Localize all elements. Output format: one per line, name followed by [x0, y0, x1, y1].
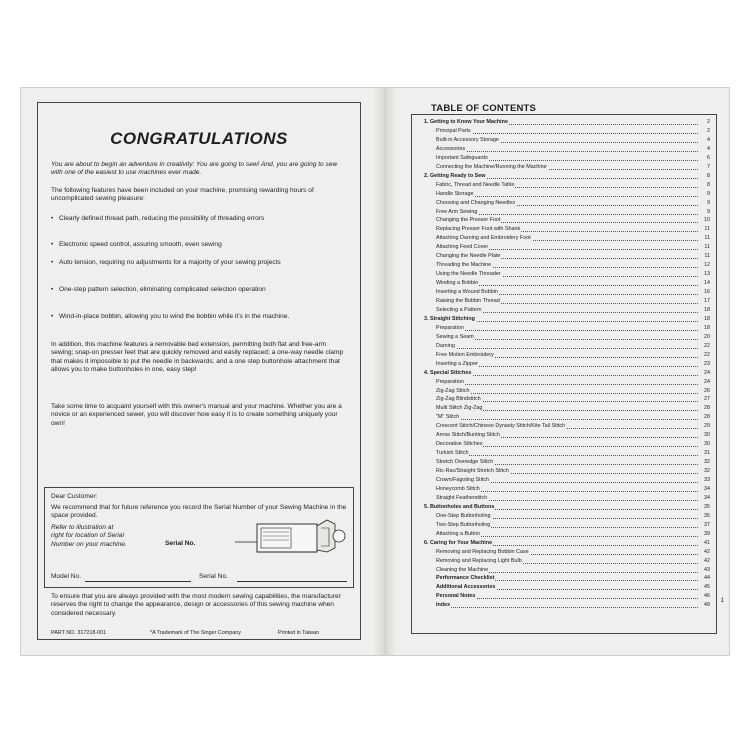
toc-entry-label: Sewing a Seam [436, 333, 474, 340]
toc-entry-label: "M" Stitch [436, 414, 460, 421]
toc-entry[interactable] [436, 163, 710, 172]
toc-entry-page: 42 [699, 548, 710, 557]
serial-number-line[interactable] [237, 581, 347, 582]
addition-paragraph: In addition, this machine features a removable bed extension, permitting both flat and free-arm sewing; snap-on presser feet that are quickly removed and easily replaced; a one-way needle clamp that makes it impossible to put the needle in backwards; and a one step buttonhole attachment that allows you to make buttonholes in one, easy step! [51, 341, 344, 374]
customer-box [44, 487, 354, 588]
toc-entry-label: 5. Buttonholes and Buttons [424, 503, 495, 510]
toc-entry-page: 41 [699, 539, 710, 548]
ensure-paragraph: To ensure that you are always provided with the most modern sewing capabilities, the manufacturer reserves the right to change the appearance, design or accessories of this sewing machine when considered necessary. [51, 593, 341, 617]
toc-entry-label: Removing and Replacing Light Bulb [436, 557, 522, 564]
toc-entry[interactable] [436, 440, 710, 449]
toc-entry-label: Raising the Bobbin Thread [436, 298, 500, 304]
toc-entry-label: Changing the Presser Foot [436, 217, 501, 224]
toc-entry[interactable] [436, 190, 710, 199]
serial-label: Serial No. [165, 540, 196, 547]
toc-entry-label: Attaching a Button [436, 530, 481, 537]
toc-entry[interactable] [436, 297, 710, 306]
manual-spread [20, 87, 730, 656]
toc-entry-page: 4 [699, 136, 710, 145]
toc-entry[interactable] [436, 404, 710, 413]
toc-entry-page: 17 [699, 297, 710, 306]
toc-entry-page: 22 [699, 342, 710, 351]
toc-entry-page: 29 [699, 422, 710, 431]
toc-entry-label: Performance Checklist [436, 575, 495, 582]
toc-entry-page: 34 [699, 485, 710, 494]
toc-entry-label: Straight Featherstitch [436, 494, 488, 501]
toc-entry[interactable] [436, 261, 710, 270]
dot-leader [436, 455, 698, 456]
intro-paragraph: You are about to begin an adventure in creativity: You are going to sew! And, you are going to sew with one of the easiest to use machines ever made. [51, 161, 338, 177]
toc-entry-label: Honeycomb Stitch [436, 485, 480, 492]
toc-entry-page: 10 [699, 216, 710, 225]
feature-bullet: • Electronic speed control, assuring smooth, even sewing [51, 241, 222, 248]
toc-entry-page: 32 [699, 458, 710, 467]
toc-entry[interactable] [436, 234, 710, 243]
toc-entry-label: Accessories [436, 145, 466, 152]
toc-entry-page: 6 [699, 154, 710, 163]
toc-chapter-entry[interactable] [424, 539, 710, 548]
toc-entry-label: Handle Storage [436, 190, 474, 197]
toc-entry-label: Replacing Presser Foot with Shank [436, 226, 521, 233]
toc-entry[interactable] [436, 601, 710, 610]
toc-entry[interactable] [436, 413, 710, 422]
toc-entry-label: Additional Accessories [436, 584, 496, 591]
toc-entry-page: 44 [699, 574, 710, 583]
toc-entry[interactable] [436, 574, 710, 583]
toc-entry-label: Choosing and Changing Needles [436, 199, 516, 206]
dot-leader [436, 607, 698, 608]
toc-entry-label: Personal Notes [436, 593, 476, 600]
toc-entry[interactable] [436, 279, 710, 288]
toc-entry[interactable] [436, 378, 710, 387]
toc-entry-label: 6. Caring for Your Machine [424, 539, 493, 546]
toc-entry[interactable] [436, 324, 710, 333]
toc-entry-label: Ric-Rac/Straight Stretch Stitch [436, 468, 509, 475]
toc-entry[interactable] [436, 351, 710, 360]
toc-title: TABLE OF CONTENTS [431, 103, 537, 114]
toc-entry-page: 35 [699, 503, 710, 512]
feature-bullet: • Auto tension, requiring no adjustments for a majority of your sewing projects [51, 259, 281, 266]
toc-entry[interactable] [436, 512, 710, 521]
toc-entry-label: Multi Stitch Zig-Zag [436, 405, 483, 412]
toc-entry-page: 18 [699, 315, 710, 324]
dot-leader [436, 419, 698, 420]
toc-entry-page: 26 [699, 387, 710, 396]
toc-chapter-entry[interactable] [424, 503, 710, 512]
toc-entry-page: 28 [699, 404, 710, 413]
page-gutter [373, 88, 397, 655]
toc-entry-label: Important Safeguards [436, 154, 488, 161]
printed-note: Printed in Taiwan [278, 630, 319, 636]
toc-entry-page: 34 [699, 494, 710, 503]
toc-entry-page: 22 [699, 351, 710, 360]
dot-leader [436, 330, 698, 331]
toc-entry[interactable] [436, 422, 710, 431]
toc-entry-page: 46 [699, 592, 710, 601]
toc-entry[interactable] [436, 199, 710, 208]
toc-entry[interactable] [436, 592, 710, 601]
toc-entry[interactable] [436, 145, 710, 154]
toc-chapter-entry[interactable] [424, 172, 710, 181]
toc-entry-label: Preparation [436, 378, 464, 385]
toc-entry-label: Cleaning the Machine [436, 566, 489, 573]
toc-entry[interactable] [436, 252, 710, 261]
toc-entry-label: 1. Getting to Know Your Machine [424, 119, 508, 125]
toc-entry[interactable] [436, 360, 710, 369]
toc-entry-label: Attaching Darning and Embroidery Foot [436, 235, 531, 242]
toc-entry-label: Inserting a Wound Bobbin [436, 289, 498, 296]
toc-entry-page: 37 [699, 521, 710, 530]
trademark-note: *A Trademark of The Singer Company [150, 630, 241, 636]
toc-entry[interactable] [436, 485, 710, 494]
toc-entry[interactable] [436, 127, 710, 136]
toc-entry-page: 14 [699, 279, 710, 288]
feature-bullet: • One-step pattern selection, eliminating complicated selection operation [51, 286, 266, 293]
toc-entry-page: 49 [699, 601, 710, 610]
toc-entry-label: Built-in Accessory Storage [436, 136, 499, 143]
toc-entry-page: 16 [699, 288, 710, 297]
refer-text: Refer to illustration at right for location of Serial Number on your machine. [51, 524, 127, 548]
toc-entry-page: 30 [699, 440, 710, 449]
toc-entry-page: 43 [699, 566, 710, 575]
toc-entry-page: 24 [699, 378, 710, 387]
bullet-dot-icon: • [51, 241, 54, 248]
toc-entry-page: 45 [699, 583, 710, 592]
toc-entry[interactable] [436, 557, 710, 566]
toc-entry-label: Preparation [436, 324, 464, 331]
dot-leader [436, 196, 698, 197]
toc-entry-page: 33 [699, 476, 710, 485]
toc-entry-page: 13 [699, 270, 710, 279]
toc-entry[interactable] [436, 449, 710, 458]
toc-entry[interactable] [436, 270, 710, 279]
toc-entry[interactable] [436, 431, 710, 440]
toc-entry-label: Principal Parts [436, 127, 471, 134]
toc-entry-page: 4 [699, 145, 710, 154]
page-title: CONGRATULATIONS [110, 129, 288, 148]
toc-entry-page: 9 [699, 199, 710, 208]
toc-entry-label: Free Motion Embroidery [436, 351, 494, 358]
toc-entry-label: Darning [436, 342, 455, 349]
machine-illustration [235, 514, 347, 558]
feature-bullet: • Clearly defined thread path, reducing the possibility of threading errors [51, 215, 265, 222]
dot-leader [436, 384, 698, 385]
toc-entry-label: Arrow Stitch/Bunting Stitch [436, 432, 500, 439]
bullet-dot-icon: • [51, 259, 54, 266]
dot-leader [436, 133, 698, 134]
toc-entry-label: Winding a Bobbin [436, 280, 479, 287]
toc-entry-label: Free Arm Sewing [436, 208, 478, 215]
recommend-text: We recommend that for future reference you record the Serial Number of your Sewing Machine in the space provided. [51, 504, 347, 520]
toc-entry[interactable] [436, 467, 710, 476]
toc-entry-label: Fabric, Thread and Needle Table [436, 181, 515, 188]
toc-entry[interactable] [436, 225, 710, 234]
toc-entry-label: Selecting a Pattern [436, 306, 482, 313]
toc-entry-page: 32 [699, 467, 710, 476]
toc-entry-page: 27 [699, 395, 710, 404]
toc-entry[interactable] [436, 387, 710, 396]
toc-entry-page: 12 [699, 261, 710, 270]
toc-chapter-entry[interactable] [424, 369, 710, 378]
salutation: Dear Customer: [51, 493, 98, 500]
toc-entry-page: 35 [699, 512, 710, 521]
toc-entry[interactable] [436, 333, 710, 342]
dot-leader [436, 393, 698, 394]
toc-entry[interactable] [436, 566, 710, 575]
toc-entry-label: Using the Needle Threader [436, 271, 501, 278]
toc-entry-page: 20 [699, 333, 710, 342]
dot-leader [436, 339, 698, 340]
toc-entry-label: 2. Getting Ready to Sew [424, 172, 486, 179]
toc-entry-label: Turkish Stitch [436, 450, 469, 457]
model-number-line[interactable] [85, 581, 191, 582]
toc-entry[interactable] [436, 136, 710, 145]
toc-entry-page: 11 [699, 225, 710, 234]
toc-entry-page: 31 [699, 449, 710, 458]
serial-field-label: Serial No. [199, 573, 228, 580]
toc-entry[interactable] [436, 306, 710, 315]
dot-leader [436, 151, 698, 152]
toc-entry-label: 4. Special Stitches [424, 369, 472, 376]
toc-entry-page: 18 [699, 306, 710, 315]
bullet-dot-icon: • [51, 286, 54, 293]
acquaint-paragraph: Take some time to acquaint yourself with this owner's manual and your machine. Whether you are a novice or an experienced sewer, you will discover how easy it is to create something uniquely your own! [51, 403, 342, 427]
toc-entry-label: Inserting a Zipper [436, 360, 478, 367]
toc-entry-page: 11 [699, 243, 710, 252]
toc-entry[interactable] [436, 530, 710, 539]
toc-entry[interactable] [436, 458, 710, 467]
part-number: PART NO. 317218-001 [51, 630, 107, 636]
page-number: 1 [720, 598, 724, 604]
toc-entry-page: 28 [699, 413, 710, 422]
toc-entry-label: Zig-Zag Blindstitch [436, 396, 481, 403]
toc-entry[interactable] [436, 476, 710, 485]
toc-entry-label: Removing and Replacing Bobbin Case [436, 548, 529, 555]
toc-list [411, 114, 717, 634]
toc-entry[interactable] [436, 243, 710, 252]
toc-entry-label: Two-Step Buttonholing [436, 521, 491, 528]
toc-entry[interactable] [436, 216, 710, 225]
toc-entry-page: 9 [699, 208, 710, 217]
model-field-label: Model No. [51, 573, 82, 580]
toc-entry-page: 30 [699, 431, 710, 440]
toc-entry-page: 8 [699, 181, 710, 190]
toc-entry-page: 2 [699, 118, 710, 127]
toc-entry[interactable] [436, 208, 710, 217]
congratulations-page [37, 102, 361, 640]
toc-entry[interactable] [436, 494, 710, 503]
toc-entry[interactable] [436, 395, 710, 404]
toc-entry[interactable] [436, 548, 710, 557]
toc-entry[interactable] [436, 583, 710, 592]
toc-chapter-entry[interactable] [424, 118, 710, 127]
toc-entry[interactable] [436, 154, 710, 163]
toc-entry-page: 2 [699, 127, 710, 136]
toc-entry-label: Changing the Needle Plate [436, 253, 501, 260]
bullet-dot-icon: • [51, 215, 54, 222]
feature-bullet: • Wind-in-place bobbin, allowing you to wind the bobbin while it's in the machine. [51, 313, 290, 320]
features-intro: The following features have been included on your machine, promising rewarding hours of uncomplicated sewing pleasure: [51, 187, 314, 203]
toc-entry-page: 18 [699, 324, 710, 333]
toc-entry[interactable] [436, 521, 710, 530]
dot-leader [436, 348, 698, 349]
toc-entry-page: 7 [699, 163, 710, 172]
toc-entry[interactable] [436, 181, 710, 190]
toc-entry-page: 24 [699, 369, 710, 378]
toc-entry-page: 8 [699, 172, 710, 181]
toc-entry-label: Stretch Overedge Stitch [436, 459, 494, 466]
toc-entry-label: One-Step Buttonholing [436, 512, 491, 519]
toc-entry-label: Index [436, 602, 451, 609]
toc-entry-page: 9 [699, 190, 710, 199]
toc-entry-label: Crown/Fagoting Stitch [436, 477, 490, 483]
toc-entry-label: Zig-Zag Stitch [436, 387, 470, 394]
toc-chapter-entry[interactable] [424, 315, 710, 324]
toc-entry-page: 11 [699, 252, 710, 261]
toc-entry-label: Decorative Stitches [436, 441, 483, 448]
toc-entry-label: 3. Straight Stitching [424, 315, 475, 322]
toc-entry-page: 39 [699, 530, 710, 539]
toc-entry-label: Threading the Machine [436, 262, 492, 269]
toc-entry[interactable] [436, 288, 710, 297]
toc-entry-page: 23 [699, 360, 710, 369]
toc-entry-label: Attaching Feed Cover [436, 244, 489, 251]
toc-entry[interactable] [436, 342, 710, 351]
toc-entry-page: 42 [699, 557, 710, 566]
toc-entry-label: Crescent Stitch/Chinese Dynasty Stitch/Kite Tail Stitch [436, 423, 566, 430]
toc-entry-page: 11 [699, 234, 710, 243]
bullet-dot-icon: • [51, 313, 54, 320]
toc-entry-label: Connecting the Machine/Running the Machine [436, 163, 547, 170]
